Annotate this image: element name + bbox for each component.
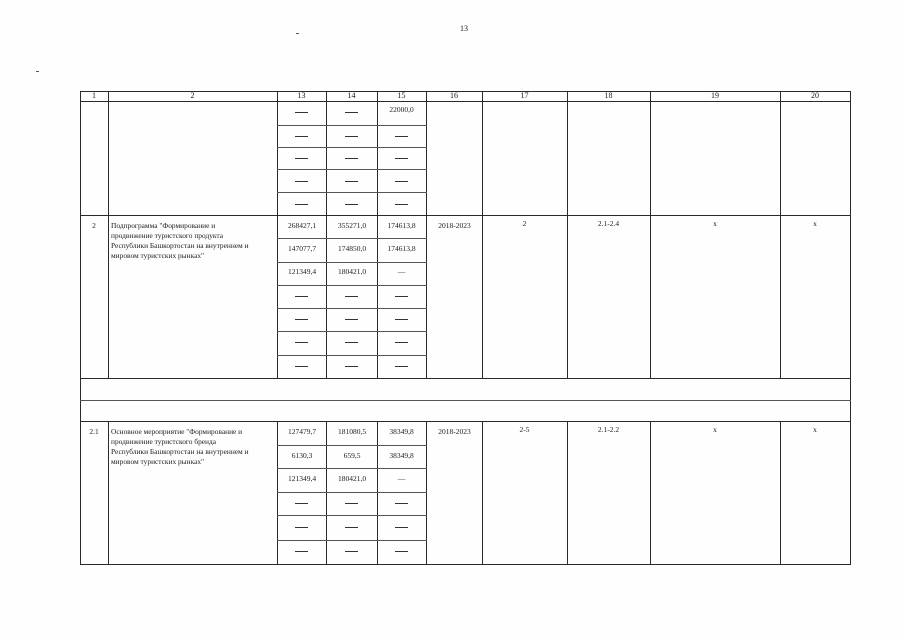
dash-mark [295, 527, 308, 528]
dash-mark [295, 204, 308, 205]
cell-value: 174850,0 [337, 244, 367, 253]
row-name-line: Основное мероприятие "Формирование и [111, 427, 243, 436]
row-name-line: продвижение туристского бренда [111, 437, 217, 446]
cell-col-19: х [713, 219, 717, 228]
header-col-20: 20 [811, 91, 819, 100]
cell-value: 180421,0 [337, 474, 367, 483]
cell-value: 22000,0 [389, 105, 414, 114]
dash-mark [345, 181, 358, 182]
cell-value: 174613,8 [387, 221, 416, 230]
dash-mark [395, 319, 408, 320]
dash-mark [295, 136, 308, 137]
cell-value: 121349,4 [287, 474, 317, 483]
dash-mark [295, 503, 308, 504]
dash-mark [345, 551, 358, 552]
cell-col-17: 2-5 [519, 425, 530, 434]
dash-mark [345, 503, 358, 504]
cell-value: 121349,4 [287, 267, 317, 276]
cell-value: 181080,5 [337, 427, 367, 436]
cell-value: 355271,0 [337, 221, 367, 230]
dash-mark [395, 551, 408, 552]
header-col-17: 17 [520, 91, 529, 100]
header-col-19: 19 [711, 91, 719, 100]
scan-mark [36, 71, 39, 72]
header-col-15: 15 [397, 91, 406, 100]
row-name-line: Подпрограмма "Формирование и [111, 221, 216, 230]
cell-value: 147077,7 [287, 244, 317, 253]
dash-mark [395, 181, 408, 182]
cell-col-18: 2.1-2.4 [597, 219, 620, 228]
dash-mark [345, 204, 358, 205]
row-number: 2.1 [89, 427, 99, 436]
dash-mark [345, 527, 358, 528]
cell-value: 127479,7 [287, 427, 317, 436]
dash-mark [395, 158, 408, 159]
cell-value: 38349,8 [389, 427, 414, 436]
dash-mark [345, 158, 358, 159]
cell-period: 2018-2023 [438, 221, 471, 230]
cell-period: 2018-2023 [438, 427, 471, 436]
cell-col-18: 2.1-2.2 [597, 425, 620, 434]
dash-mark [295, 366, 308, 367]
dash-mark [295, 296, 308, 297]
row-number: 2 [92, 221, 96, 230]
cell-col-20: х [813, 219, 817, 228]
cell-col-19: х [713, 425, 717, 434]
dash-mark [395, 342, 408, 343]
cell-value: 659,5 [343, 451, 361, 460]
header-col-2: 2 [190, 91, 195, 100]
dash-mark [295, 551, 308, 552]
dash-mark [345, 296, 358, 297]
dash-mark [395, 204, 408, 205]
dash-mark [395, 296, 408, 297]
header-col-18: 18 [604, 91, 613, 100]
dash-mark [295, 319, 308, 320]
dash-mark [295, 342, 308, 343]
dash-mark [295, 181, 308, 182]
dash-mark [345, 342, 358, 343]
row-name-line: Республики Башкортостан на внутреннем и [111, 241, 249, 250]
dash-mark [395, 136, 408, 137]
cell-value: — [397, 267, 406, 276]
page-number: 13 [460, 24, 468, 33]
cell-value: 174613,8 [387, 244, 416, 253]
dash-mark [295, 158, 308, 159]
cell-col-20: х [813, 425, 817, 434]
dash-mark [345, 366, 358, 367]
dash-mark [395, 503, 408, 504]
cell-value: 268427,1 [287, 221, 317, 230]
dash-mark [345, 136, 358, 137]
header-col-1: 1 [92, 91, 96, 100]
header-col-14: 14 [347, 91, 356, 100]
cell-col-17: 2 [522, 219, 527, 228]
dash-mark [395, 366, 408, 367]
row-name-line: мировом туристских рынках" [111, 251, 205, 260]
dash-mark [345, 112, 358, 113]
cell-value: — [397, 474, 406, 483]
dash-mark [345, 319, 358, 320]
cell-value: 38349,8 [389, 451, 414, 460]
header-col-13: 13 [297, 91, 306, 100]
row-name-line: мировом туристских рынках" [111, 457, 205, 466]
cell-value: 180421,0 [337, 267, 367, 276]
row-name-line: Республики Башкортостан на внутреннем и [111, 447, 249, 456]
dash-mark [295, 112, 308, 113]
header-col-16: 16 [450, 91, 458, 100]
row-name-line: продвижение туристского продукта [111, 231, 224, 240]
cell-value: 6130,3 [291, 451, 313, 460]
scan-mark [296, 33, 299, 34]
dash-mark [395, 527, 408, 528]
